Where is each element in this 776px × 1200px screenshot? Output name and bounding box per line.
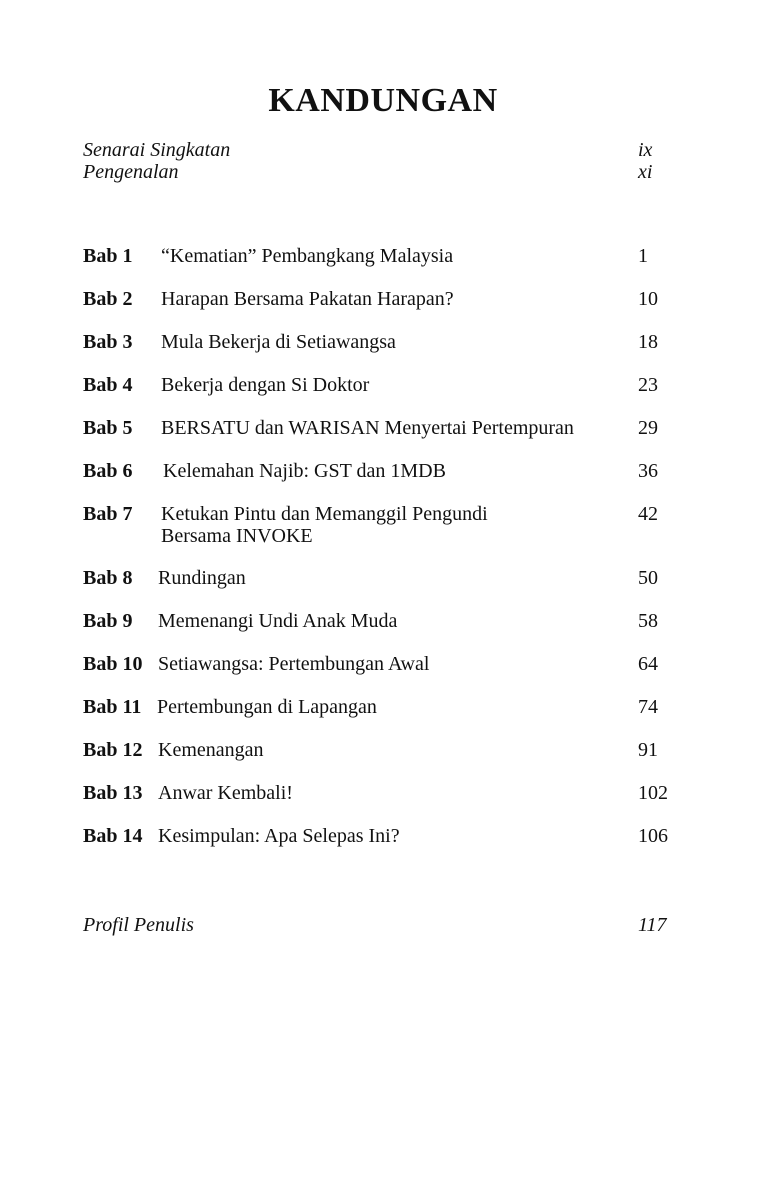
entry-page-number: xi — [638, 161, 653, 183]
chapter-page-number: 10 — [638, 288, 658, 310]
entry-page-number: 117 — [638, 914, 667, 936]
chapter-entry — [83, 739, 703, 761]
chapter-number: Bab 9 — [83, 610, 133, 632]
chapter-entry — [83, 460, 703, 482]
chapter-entry — [83, 331, 703, 353]
chapter-entry — [83, 653, 703, 675]
back-matter-entry — [83, 914, 683, 936]
chapter-entry — [83, 610, 703, 632]
chapter-page-number: 106 — [638, 825, 668, 847]
chapter-title: Kesimpulan: Apa Selepas Ini? — [158, 825, 400, 847]
chapter-page-number: 91 — [638, 739, 658, 761]
chapter-entry — [83, 696, 703, 718]
chapter-page-number: 50 — [638, 567, 658, 589]
chapter-page-number: 23 — [638, 374, 658, 396]
chapter-number: Bab 11 — [83, 696, 142, 718]
page-title: KANDUNGAN — [268, 82, 498, 119]
chapter-number: Bab 2 — [83, 288, 133, 310]
chapter-page-number: 36 — [638, 460, 658, 482]
chapter-page-number: 74 — [638, 696, 658, 718]
chapter-title: Anwar Kembali! — [158, 782, 293, 804]
chapter-page-number: 1 — [638, 245, 648, 267]
chapter-title: Memenangi Undi Anak Muda — [158, 610, 398, 632]
front-matter-entry — [83, 161, 683, 183]
front-matter-entry — [83, 139, 683, 161]
chapter-number: Bab 12 — [83, 739, 143, 761]
chapter-page-number: 18 — [638, 331, 658, 353]
entry-label: Profil Penulis — [83, 914, 194, 936]
entry-label: Senarai Singkatan — [83, 139, 231, 161]
chapter-entry — [83, 245, 703, 267]
chapter-title-line: Ketukan Pintu dan Memanggil Pengundi — [161, 503, 488, 525]
chapter-title: Pertembungan di Lapangan — [157, 696, 377, 718]
chapter-page-number: 42 — [638, 503, 658, 525]
chapter-title: BERSATU dan WARISAN Menyertai Pertempuran — [161, 417, 574, 439]
chapter-title-line: Bersama INVOKE — [161, 525, 313, 547]
chapter-entry — [83, 567, 703, 589]
chapter-entry — [83, 825, 703, 847]
chapter-entry — [83, 417, 703, 439]
chapter-number: Bab 13 — [83, 782, 143, 804]
chapter-title: Mula Bekerja di Setiawangsa — [161, 331, 396, 353]
chapter-title: Bekerja dengan Si Doktor — [161, 374, 370, 396]
chapter-number: Bab 7 — [83, 503, 133, 525]
chapter-title: Kemenangan — [158, 739, 264, 761]
chapter-number: Bab 6 — [83, 460, 133, 482]
chapter-list — [83, 245, 703, 847]
chapter-entry — [83, 782, 703, 804]
chapter-title: Kelemahan Najib: GST dan 1MDB — [163, 460, 446, 482]
chapter-number: Bab 10 — [83, 653, 143, 675]
chapter-page-number: 64 — [638, 653, 658, 675]
entry-label: Pengenalan — [83, 161, 179, 183]
chapter-title: “Kematian” Pembangkang Malaysia — [161, 245, 454, 267]
front-matter-list — [83, 139, 683, 183]
chapter-number: Bab 4 — [83, 374, 133, 396]
entry-page-number: ix — [638, 139, 653, 161]
chapter-page-number: 102 — [638, 782, 668, 804]
chapter-number: Bab 14 — [83, 825, 143, 847]
chapter-title: Harapan Bersama Pakatan Harapan? — [161, 288, 454, 310]
chapter-page-number: 29 — [638, 417, 658, 439]
chapter-number: Bab 5 — [83, 417, 133, 439]
chapter-title — [161, 503, 621, 547]
chapter-title: Setiawangsa: Pertembungan Awal — [158, 653, 430, 675]
chapter-title: Rundingan — [158, 567, 246, 589]
back-matter-list — [83, 914, 683, 936]
chapter-entry — [83, 503, 703, 546]
chapter-entry — [83, 288, 703, 310]
chapter-number: Bab 3 — [83, 331, 133, 353]
chapter-page-number: 58 — [638, 610, 658, 632]
chapter-number: Bab 8 — [83, 567, 133, 589]
chapter-entry — [83, 374, 703, 396]
chapter-number: Bab 1 — [83, 245, 133, 267]
